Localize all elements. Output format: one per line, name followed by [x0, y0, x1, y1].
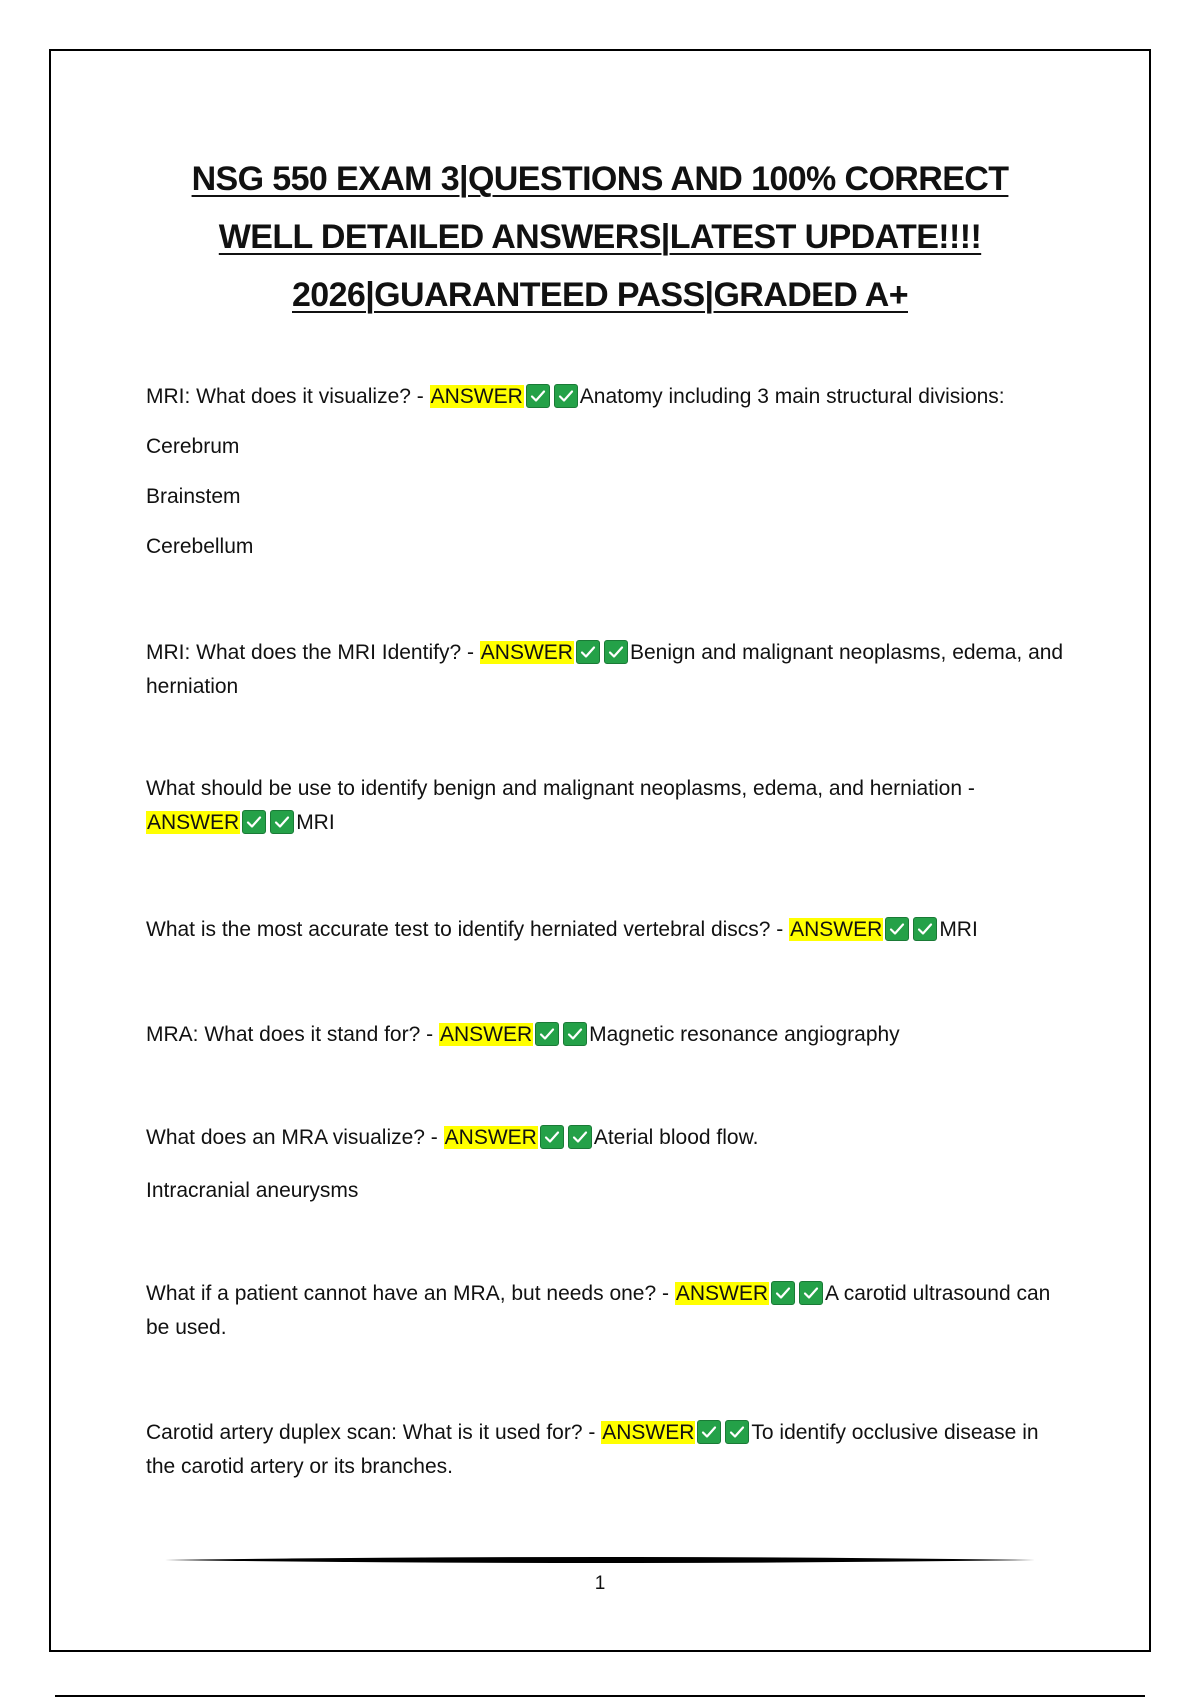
qa-item	[146, 1416, 1066, 1484]
check-mark-icon	[540, 1125, 564, 1149]
question-text: What is the most accurate test to identify herniated vertebral discs? -	[146, 918, 790, 941]
answer-label: ANSWER	[675, 1282, 769, 1305]
question-text: MRA: What does it stand for? -	[146, 1023, 439, 1046]
qa-item	[146, 772, 1066, 840]
check-mark-icon	[568, 1125, 592, 1149]
answer-detail: Cerebrum	[146, 435, 240, 458]
check-mark-icon	[526, 384, 550, 408]
qa-item	[146, 636, 1066, 704]
answer-label: ANSWER	[147, 811, 240, 834]
qa-item	[146, 913, 1066, 947]
answer-label: ANSWER	[602, 1421, 695, 1444]
document-title	[100, 150, 1100, 324]
answer-label: ANSWER	[480, 641, 573, 664]
answer-text: MRI	[296, 811, 335, 834]
answer-text: Benign and malignant neoplasms, edema, and herniation	[146, 641, 1064, 698]
answer-text: To identify occlusive disease in the carotid artery or its branches.	[146, 1421, 1039, 1478]
title-line: WELL DETAILED ANSWERS|LATEST UPDATE!!!!	[218, 218, 982, 256]
check-mark-icon	[725, 1420, 749, 1444]
question-text: Carotid artery duplex scan: What is it used for? -	[146, 1421, 602, 1444]
check-mark-icon	[799, 1281, 823, 1305]
check-mark-icon	[563, 1022, 587, 1046]
answer-detail: Intracranial aneurysms	[146, 1179, 359, 1202]
check-mark-icon	[771, 1281, 795, 1305]
title-line: NSG 550 EXAM 3|QUESTIONS AND 100% CORRECT	[191, 160, 1009, 198]
question-text: MRI: What does the MRI Identify? -	[146, 641, 480, 664]
check-mark-icon	[554, 384, 578, 408]
check-mark-icon	[535, 1022, 559, 1046]
answer-text: MRI	[939, 918, 978, 941]
answer-label: ANSWER	[444, 1126, 537, 1149]
answer-text: Magnetic resonance angiography	[589, 1023, 900, 1046]
check-mark-icon	[885, 917, 909, 941]
check-mark-icon	[576, 640, 600, 664]
answer-label: ANSWER	[439, 1023, 533, 1046]
page-number: 1	[594, 1573, 606, 1594]
check-mark-icon	[242, 810, 266, 834]
footer-divider	[165, 1556, 1035, 1564]
check-mark-icon	[270, 810, 294, 834]
question-text: What should be use to identify benign and malignant neoplasms, edema, and herniation -	[146, 777, 975, 800]
check-mark-icon	[604, 640, 628, 664]
answer-detail: Brainstem	[146, 485, 241, 508]
question-text: What if a patient cannot have an MRA, but needs one? -	[146, 1282, 675, 1305]
qa-item	[146, 1018, 1066, 1052]
answer-detail: Cerebellum	[146, 535, 254, 558]
answer-label: ANSWER	[790, 918, 883, 941]
answer-text: Aterial blood flow.	[593, 1126, 759, 1149]
title-line: 2026|GUARANTEED PASS|GRADED A+	[292, 276, 908, 314]
qa-item	[146, 1277, 1066, 1345]
answer-text: A carotid ultrasound can be used.	[146, 1282, 1051, 1339]
answer-label: ANSWER	[430, 385, 523, 408]
qa-item	[146, 380, 1066, 414]
question-text: MRI: What does it visualize? -	[146, 385, 430, 408]
check-mark-icon	[697, 1420, 721, 1444]
answer-text: Anatomy including 3 main structural divisions:	[579, 385, 1005, 408]
qa-item	[146, 1121, 1066, 1155]
bottom-rule	[55, 1695, 1145, 1697]
question-text: What does an MRA visualize? -	[146, 1126, 444, 1149]
check-mark-icon	[913, 917, 937, 941]
